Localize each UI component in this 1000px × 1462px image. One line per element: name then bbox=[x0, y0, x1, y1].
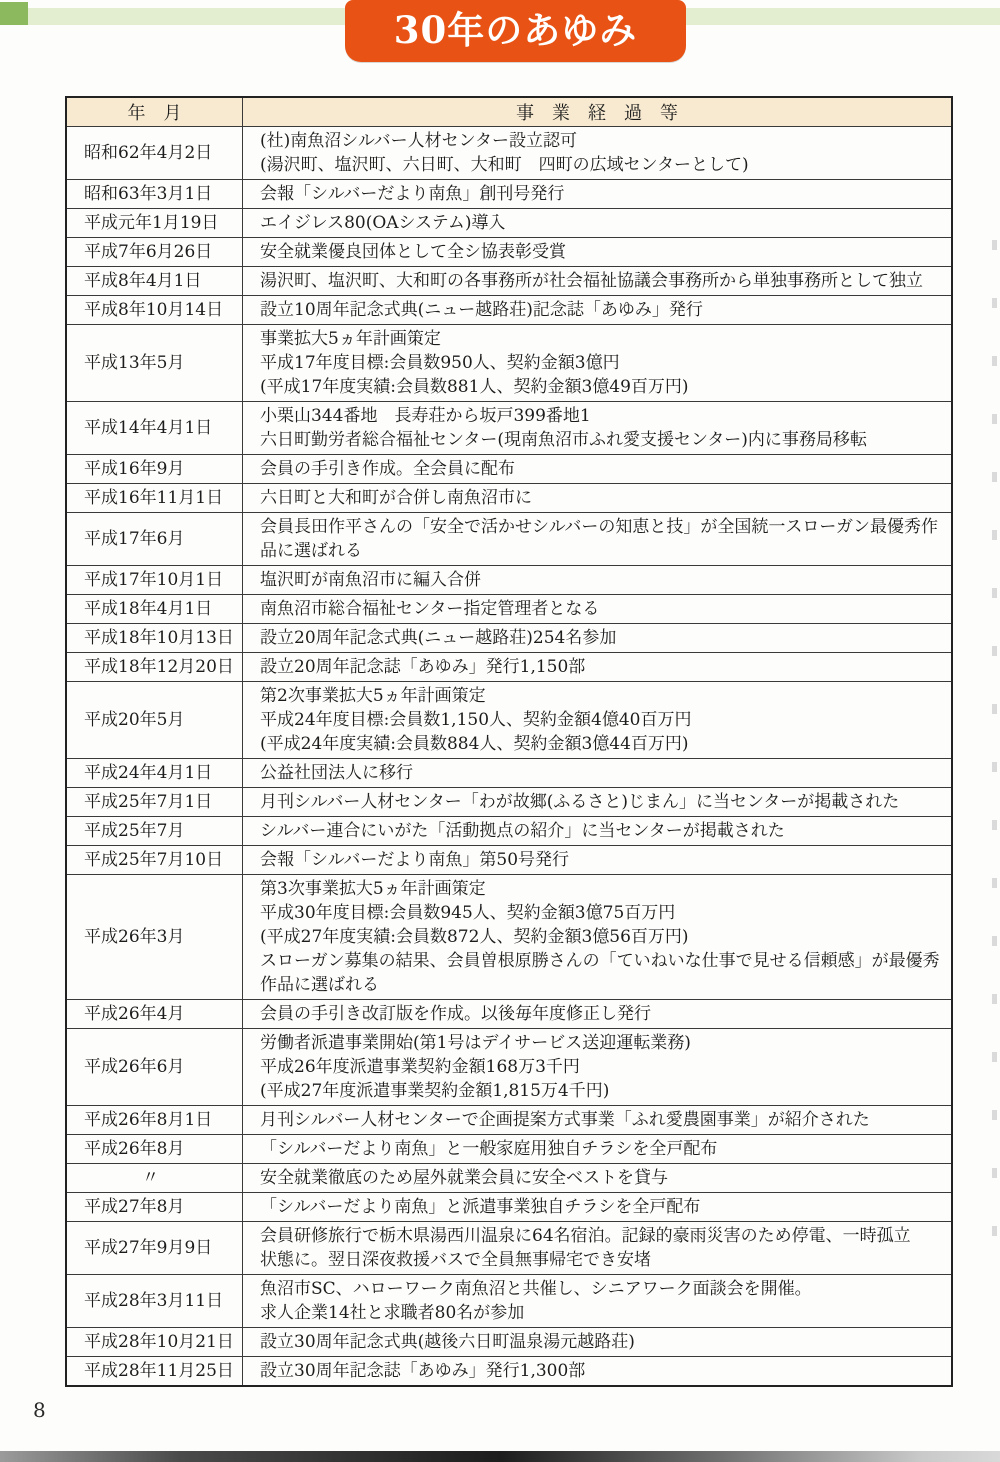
date-cell: 平成26年8月1日 bbox=[66, 1106, 243, 1135]
date-cell: 平成26年4月 bbox=[66, 1000, 243, 1029]
date-cell: 平成26年8月 bbox=[66, 1135, 243, 1164]
event-cell: 塩沢町が南魚沼市に編入合併 bbox=[243, 566, 953, 595]
table-row bbox=[66, 1357, 952, 1387]
page-title: 30年のあゆみ bbox=[393, 8, 638, 52]
event-cell: 設立10周年記念式典(ニュー越路荘)記念誌「あゆみ」発行 bbox=[243, 296, 953, 325]
column-header-events: 事 業 経 過 等 bbox=[243, 97, 953, 127]
table-row bbox=[66, 209, 952, 238]
page-title-banner bbox=[345, 0, 686, 62]
event-cell: シルバー連合にいがた「活動拠点の紹介」に当センターが掲載された bbox=[243, 817, 953, 846]
date-cell: 平成16年9月 bbox=[66, 455, 243, 484]
table-row bbox=[66, 484, 952, 513]
table-row bbox=[66, 1135, 952, 1164]
table-row bbox=[66, 788, 952, 817]
event-cell: (社)南魚沼シルバー人材センター設立認可 (湯沢町、塩沢町、六日町、大和町 四町の広域センターとして) bbox=[243, 127, 953, 180]
table-row bbox=[66, 1275, 952, 1328]
date-cell: 平成26年6月 bbox=[66, 1029, 243, 1106]
table-row bbox=[66, 238, 952, 267]
event-cell: 第2次事業拡大5ヵ年計画策定 平成24年度目標:会員数1,150人、契約金額4億40百万円 (平成24年度実績:会員数884人、契約金額3億44百万円) bbox=[243, 682, 953, 759]
event-cell: 月刊シルバー人材センターで企画提案方式事業「ふれ愛農園事業」が紹介された bbox=[243, 1106, 953, 1135]
date-cell: 昭和63年3月1日 bbox=[66, 180, 243, 209]
table-row bbox=[66, 817, 952, 846]
event-cell: 第3次事業拡大5ヵ年計画策定 平成30年度目標:会員数945人、契約金額3億75百万円 (平成27年度実績:会員数872人、契約金額3億56百万円) スローガン募集の結果、会員曽根原勝さんの「ていねいな仕事で見せる信頼感」が最優秀 作品に選ばれる bbox=[243, 875, 953, 1000]
date-cell: 平成18年12月20日 bbox=[66, 653, 243, 682]
table-row bbox=[66, 1328, 952, 1357]
event-cell: 湯沢町、塩沢町、大和町の各事務所が社会福祉協議会事務所から単独事務所として独立 bbox=[243, 267, 953, 296]
table-row bbox=[66, 180, 952, 209]
date-cell: 平成17年6月 bbox=[66, 513, 243, 566]
event-cell: 月刊シルバー人材センター「わが故郷(ふるさと)じまん」に当センターが掲載された bbox=[243, 788, 953, 817]
event-cell: 会報「シルバーだより南魚」創刊号発行 bbox=[243, 180, 953, 209]
event-cell: 会員長田作平さんの「安全で活かせシルバーの知恵と技」が全国統一スローガン最優秀作 品に選ばれる bbox=[243, 513, 953, 566]
table-row bbox=[66, 455, 952, 484]
event-cell: 安全就業徹底のため屋外就業会員に安全ベストを貸与 bbox=[243, 1164, 953, 1193]
history-table bbox=[65, 96, 953, 1387]
event-cell: 南魚沼市総合福祉センター指定管理者となる bbox=[243, 595, 953, 624]
date-cell: 平成25年7月1日 bbox=[66, 788, 243, 817]
date-cell: 平成25年7月10日 bbox=[66, 846, 243, 875]
table-row bbox=[66, 1222, 952, 1275]
date-cell: 平成8年10月14日 bbox=[66, 296, 243, 325]
table-row bbox=[66, 296, 952, 325]
table-row bbox=[66, 1000, 952, 1029]
event-cell: 事業拡大5ヵ年計画策定 平成17年度目標:会員数950人、契約金額3億円 (平成17年度実績:会員数881人、契約金額3億49百万円) bbox=[243, 325, 953, 402]
table-row bbox=[66, 624, 952, 653]
table-row bbox=[66, 1193, 952, 1222]
date-cell: 平成24年4月1日 bbox=[66, 759, 243, 788]
event-cell: 会員の手引き作成。全会員に配布 bbox=[243, 455, 953, 484]
top-green-corner-square bbox=[0, 2, 28, 25]
date-cell: 昭和62年4月2日 bbox=[66, 127, 243, 180]
date-cell: 平成14年4月1日 bbox=[66, 402, 243, 455]
date-cell: 平成8年4月1日 bbox=[66, 267, 243, 296]
scan-bleed-marks bbox=[992, 240, 997, 1270]
event-cell: 魚沼市SC、ハローワーク南魚沼と共催し、シニアワーク面談会を開催。 求人企業14社と求職者80名が参加 bbox=[243, 1275, 953, 1328]
scan-edge-strip bbox=[0, 1451, 1000, 1462]
table-row bbox=[66, 1164, 952, 1193]
table-row bbox=[66, 682, 952, 759]
date-cell: 平成18年10月13日 bbox=[66, 624, 243, 653]
event-cell: 設立30周年記念誌「あゆみ」発行1,300部 bbox=[243, 1357, 953, 1387]
table-row bbox=[66, 325, 952, 402]
date-cell: 平成28年11月25日 bbox=[66, 1357, 243, 1387]
event-cell: 「シルバーだより南魚」と一般家庭用独自チラシを全戸配布 bbox=[243, 1135, 953, 1164]
event-cell: 会員研修旅行で栃木県湯西川温泉に64名宿泊。記録的豪雨災害のため停電、一時孤立 状態に。翌日深夜救援バスで全員無事帰宅でき安堵 bbox=[243, 1222, 953, 1275]
header-row bbox=[66, 97, 952, 127]
date-cell: 平成20年5月 bbox=[66, 682, 243, 759]
table-row bbox=[66, 653, 952, 682]
table-row bbox=[66, 875, 952, 1000]
event-cell: エイジレス80(OAシステム)導入 bbox=[243, 209, 953, 238]
table-row bbox=[66, 759, 952, 788]
table-row bbox=[66, 595, 952, 624]
page-number: 8 bbox=[33, 1398, 46, 1422]
table-row bbox=[66, 1106, 952, 1135]
event-cell: 「シルバーだより南魚」と派遣事業独自チラシを全戸配布 bbox=[243, 1193, 953, 1222]
table-row bbox=[66, 127, 952, 180]
table-row bbox=[66, 1029, 952, 1106]
event-cell: 労働者派遣事業開始(第1号はデイサービス送迎運転業務) 平成26年度派遣事業契約金額168万3千円 (平成27年度派遣事業契約金額1,815万4千円) bbox=[243, 1029, 953, 1106]
date-cell: 平成26年3月 bbox=[66, 875, 243, 1000]
history-table-body bbox=[66, 127, 952, 1387]
date-cell: 平成28年10月21日 bbox=[66, 1328, 243, 1357]
date-cell: 平成17年10月1日 bbox=[66, 566, 243, 595]
event-cell: 安全就業優良団体として全シ協表彰受賞 bbox=[243, 238, 953, 267]
table-row bbox=[66, 513, 952, 566]
event-cell: 会報「シルバーだより南魚」第50号発行 bbox=[243, 846, 953, 875]
date-cell: 平成16年11月1日 bbox=[66, 484, 243, 513]
event-cell: 設立20周年記念式典(ニュー越路荘)254名参加 bbox=[243, 624, 953, 653]
event-cell: 公益社団法人に移行 bbox=[243, 759, 953, 788]
date-cell: 平成27年8月 bbox=[66, 1193, 243, 1222]
date-cell: 〃 bbox=[66, 1164, 243, 1193]
date-cell: 平成元年1月19日 bbox=[66, 209, 243, 238]
event-cell: 会員の手引き改訂版を作成。以後毎年度修正し発行 bbox=[243, 1000, 953, 1029]
event-cell: 小栗山344番地 長寿荘から坂戸399番地1 六日町勤労者総合福祉センター(現南魚沼市ふれ愛支援センター)内に事務局移転 bbox=[243, 402, 953, 455]
table-row bbox=[66, 402, 952, 455]
date-cell: 平成27年9月9日 bbox=[66, 1222, 243, 1275]
table-row bbox=[66, 267, 952, 296]
date-cell: 平成13年5月 bbox=[66, 325, 243, 402]
table-row bbox=[66, 846, 952, 875]
history-table-header bbox=[66, 97, 952, 127]
event-cell: 設立30周年記念式典(越後六日町温泉湯元越路荘) bbox=[243, 1328, 953, 1357]
event-cell: 設立20周年記念誌「あゆみ」発行1,150部 bbox=[243, 653, 953, 682]
event-cell: 六日町と大和町が合併し南魚沼市に bbox=[243, 484, 953, 513]
date-cell: 平成18年4月1日 bbox=[66, 595, 243, 624]
column-header-date: 年 月 bbox=[66, 97, 243, 127]
date-cell: 平成28年3月11日 bbox=[66, 1275, 243, 1328]
table-row bbox=[66, 566, 952, 595]
date-cell: 平成25年7月 bbox=[66, 817, 243, 846]
date-cell: 平成7年6月26日 bbox=[66, 238, 243, 267]
